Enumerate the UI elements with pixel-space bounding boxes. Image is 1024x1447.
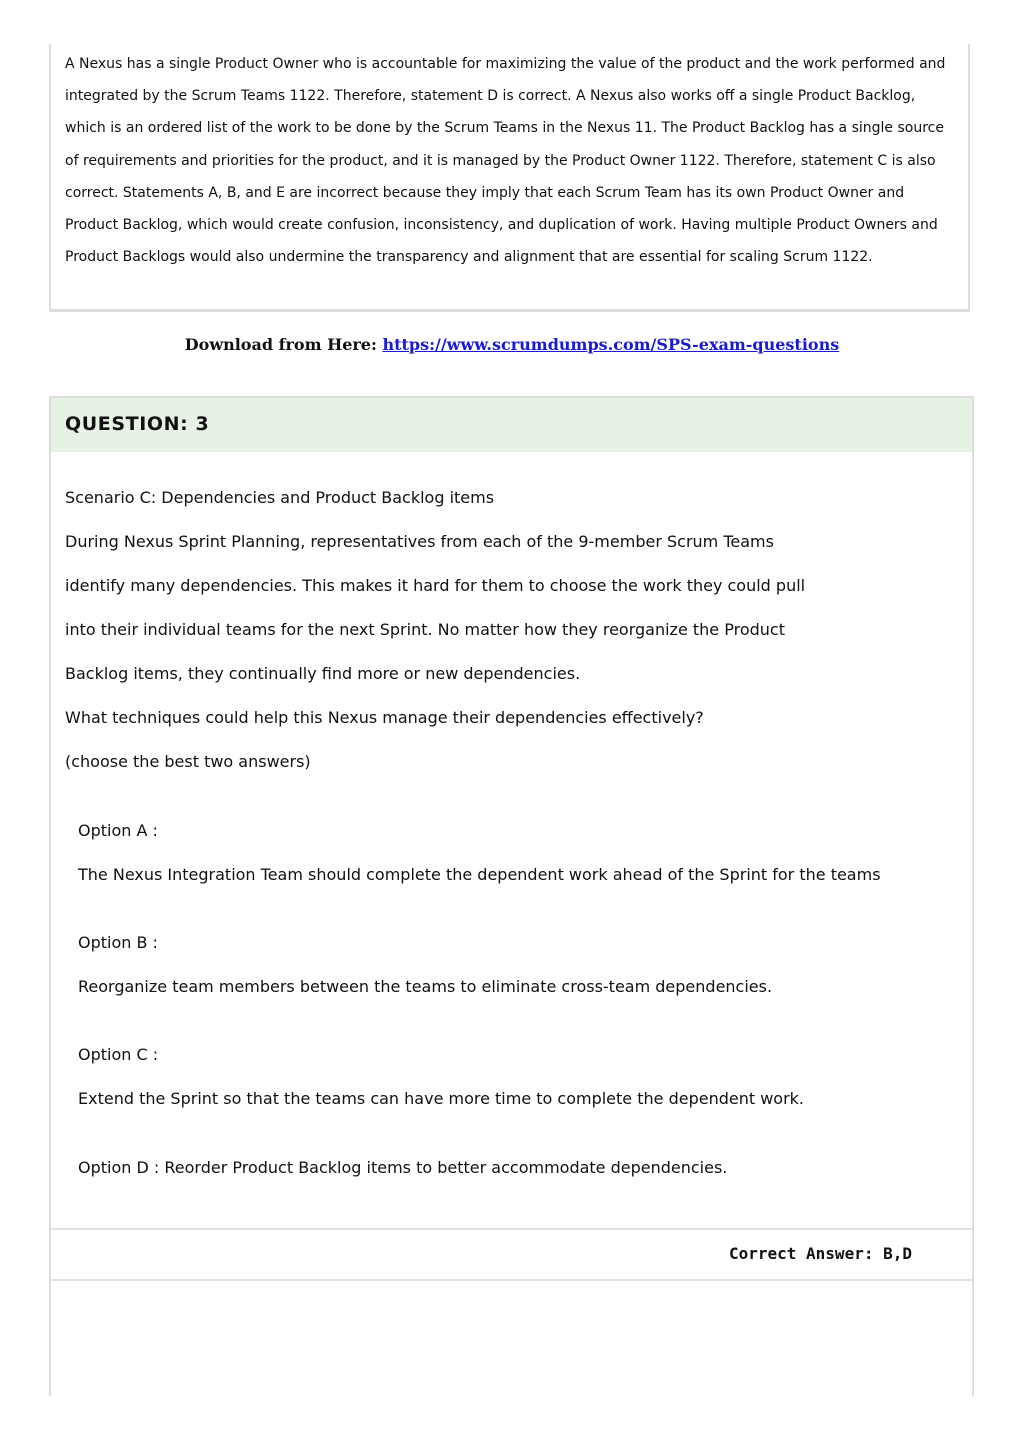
question-line: (choose the best two answers): [65, 752, 311, 771]
option-c-text: Extend the Sprint so that the teams can have more time to complete the dependent work.: [78, 1089, 805, 1108]
question-panel: [49, 396, 974, 1396]
download-line: [0, 334, 1024, 356]
download-link[interactable]: https://www.scrumdumps.com/SPS-exam-questions: [382, 335, 840, 354]
question-line: identify many dependencies. This makes it hard for them to choose the work they could pull: [65, 576, 806, 595]
explanation-text: A Nexus has a single Product Owner who is accountable for maximizing the value of the product and the work performed and integrated by the Scrum Teams 1122. Therefore, statement D is correct. A Nexus also works off a single Product Backlog, which is an ordered list of the work to be done by the Scrum Teams in the Nexus 11. The Product Backlog has a single source of requirements and priorities for the product, and it is managed by the Product Owner 1122. Therefore, statement C is also correct. Statements A, B, and E are incorrect because they imply that each Scrum Team has its own Product Owner and Product Backlog, which would create confusion, inconsistency, and duplication of work. Having multiple Product Owners and Product Backlogs would also undermine the transparency and alignment that are essential for scaling Scrum 1122.: [65, 56, 946, 266]
explanation-panel: [49, 44, 970, 312]
answer-divider: [51, 1279, 972, 1281]
question-title: QUESTION: 3: [65, 413, 210, 435]
option-c-label: Option C :: [78, 1045, 159, 1064]
option-b-label: Option B :: [78, 933, 158, 952]
question-line: Scenario C: Dependencies and Product Backlog items: [65, 488, 495, 507]
option-d-label: Option D : Reorder Product Backlog items to better accommodate dependencies.: [78, 1158, 728, 1177]
option-a-text: The Nexus Integration Team should complete the dependent work ahead of the Sprint for the teams: [78, 865, 881, 884]
question-line: Backlog items, they continually find more or new dependencies.: [65, 664, 581, 683]
answer-divider: [51, 1228, 972, 1230]
correct-answer: Correct Answer: B,D: [728, 1244, 912, 1263]
question-line: into their individual teams for the next Sprint. No matter how they reorganize the Product: [65, 620, 785, 639]
question-header: [51, 398, 972, 452]
question-line: What techniques could help this Nexus manage their dependencies effectively?: [65, 708, 704, 727]
option-b-text: Reorganize team members between the teams to eliminate cross-team dependencies.: [78, 977, 773, 996]
option-a-label: Option A :: [78, 821, 158, 840]
question-line: During Nexus Sprint Planning, representatives from each of the 9-member Scrum Teams: [65, 532, 774, 551]
download-label: Download from Here:: [184, 335, 377, 354]
